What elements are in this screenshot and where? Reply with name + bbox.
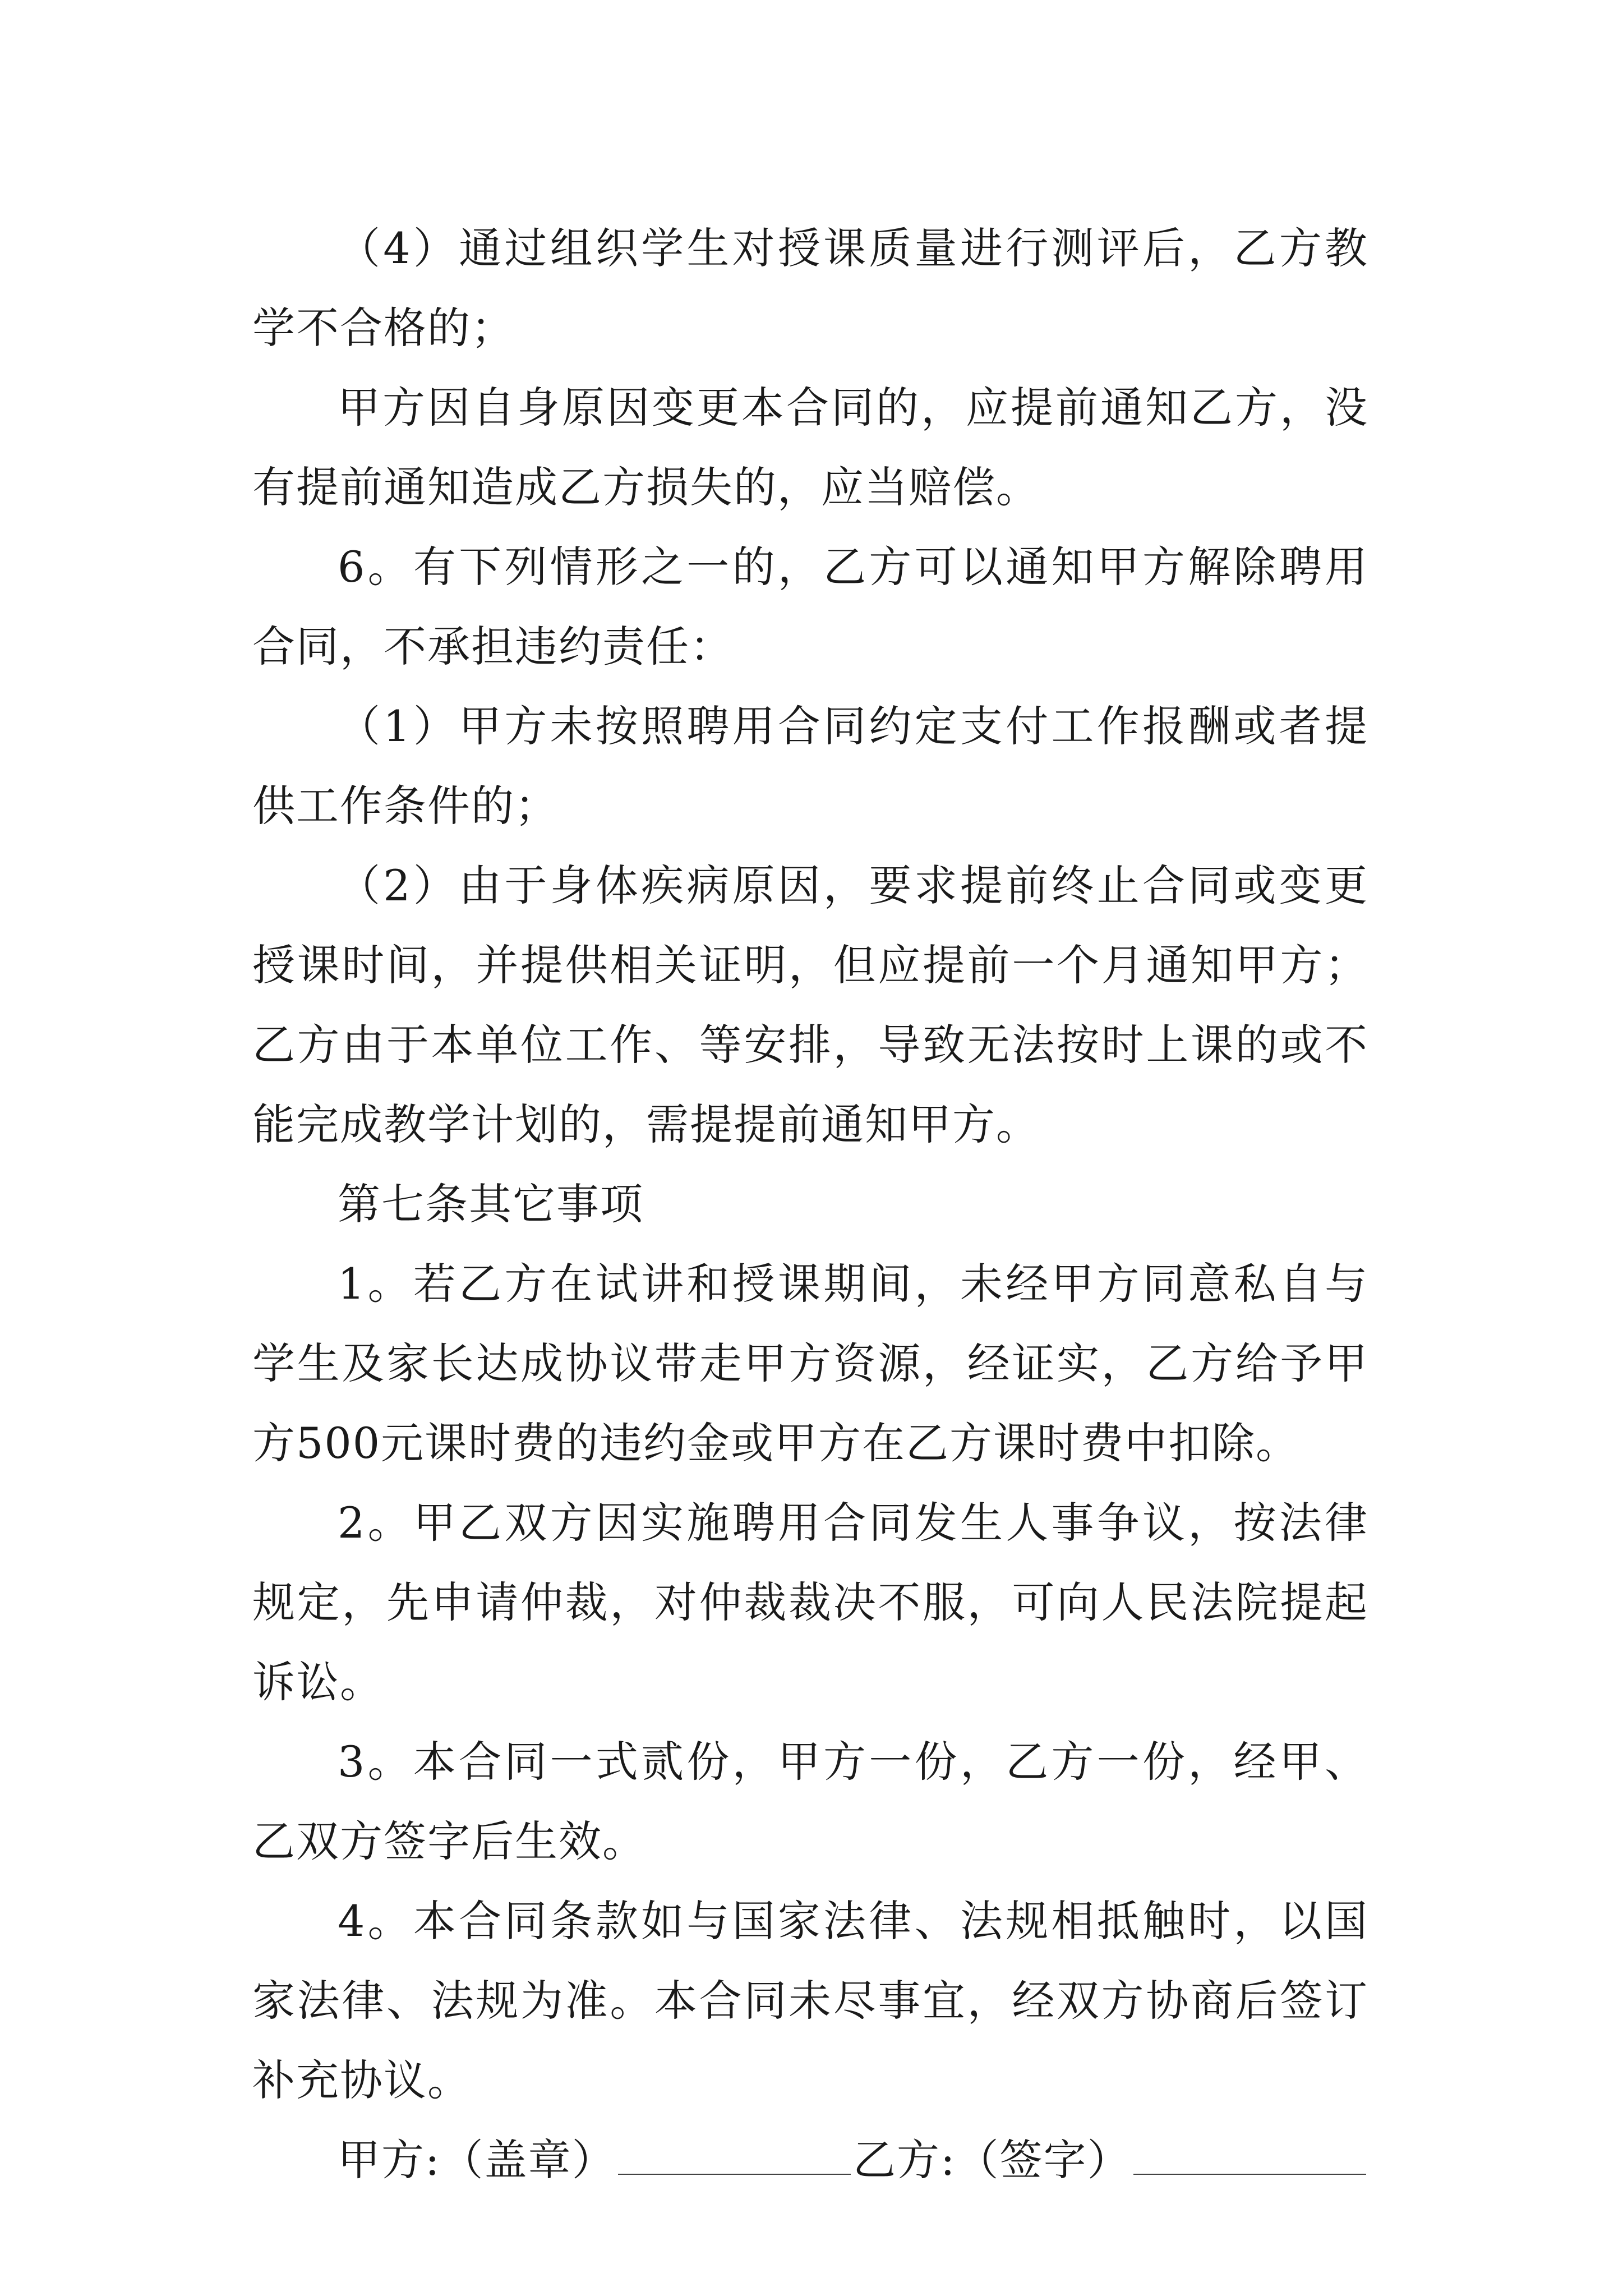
section-heading: 第七条其它事项: [338, 1179, 644, 1229]
clause-paragraph: 甲方因自身原因变更本合同的，应提前通知乙方，没有提前通知造成乙方损失的，应当赔偿。: [252, 383, 1368, 512]
clause-paragraph: （2）由于身体疾病原因，要求提前终止合同或变更授课时间，并提供相关证明，但应提前一个月通知甲方；乙方由于本单位工作、等安排，导致无法按时上课的或不能完成教学计划的，需提提前通知甲方。: [252, 861, 1368, 1149]
clause-paragraph: 4。本合同条款如与国家法律、法规相抵触时，以国家法律、法规为准。本合同未尽事宜，经双方协商后签订补充协议。: [252, 1896, 1368, 2105]
party-b-label: 乙方:（签字）: [853, 2135, 1131, 2185]
clause-paragraph: （1）甲方未按照聘用合同约定支付工作报酬或者提供工作条件的；: [252, 701, 1368, 831]
clause-paragraph: （4）通过组织学生对授课质量进行测评后，乙方教学不合格的；: [252, 223, 1368, 353]
party-a-signature-blank: [618, 2140, 851, 2175]
party-b-signature-blank: [1133, 2140, 1366, 2175]
clause-paragraph: 3。本合同一式贰份，甲方一份，乙方一份，经甲、乙双方签字后生效。: [252, 1737, 1368, 1866]
party-a-label: 甲方:（盖章）: [338, 2135, 616, 2185]
signature-line: [252, 2120, 1368, 2200]
clause-paragraph: 1。若乙方在试讲和授课期间，未经甲方同意私自与学生及家长达成协议带走甲方资源，经证实，乙方给予甲方500元课时费的违约金或甲方在乙方课时费中扣除。: [252, 1259, 1368, 1468]
clause-paragraph: 6。有下列情形之一的，乙方可以通知甲方解除聘用合同，不承担违约责任：: [252, 542, 1368, 671]
document-body: [252, 209, 1368, 2200]
clause-paragraph: 2。甲乙双方因实施聘用合同发生人事争议，按法律规定，先申请仲裁，对仲裁裁决不服，可向人民法院提起诉讼。: [252, 1498, 1368, 1707]
